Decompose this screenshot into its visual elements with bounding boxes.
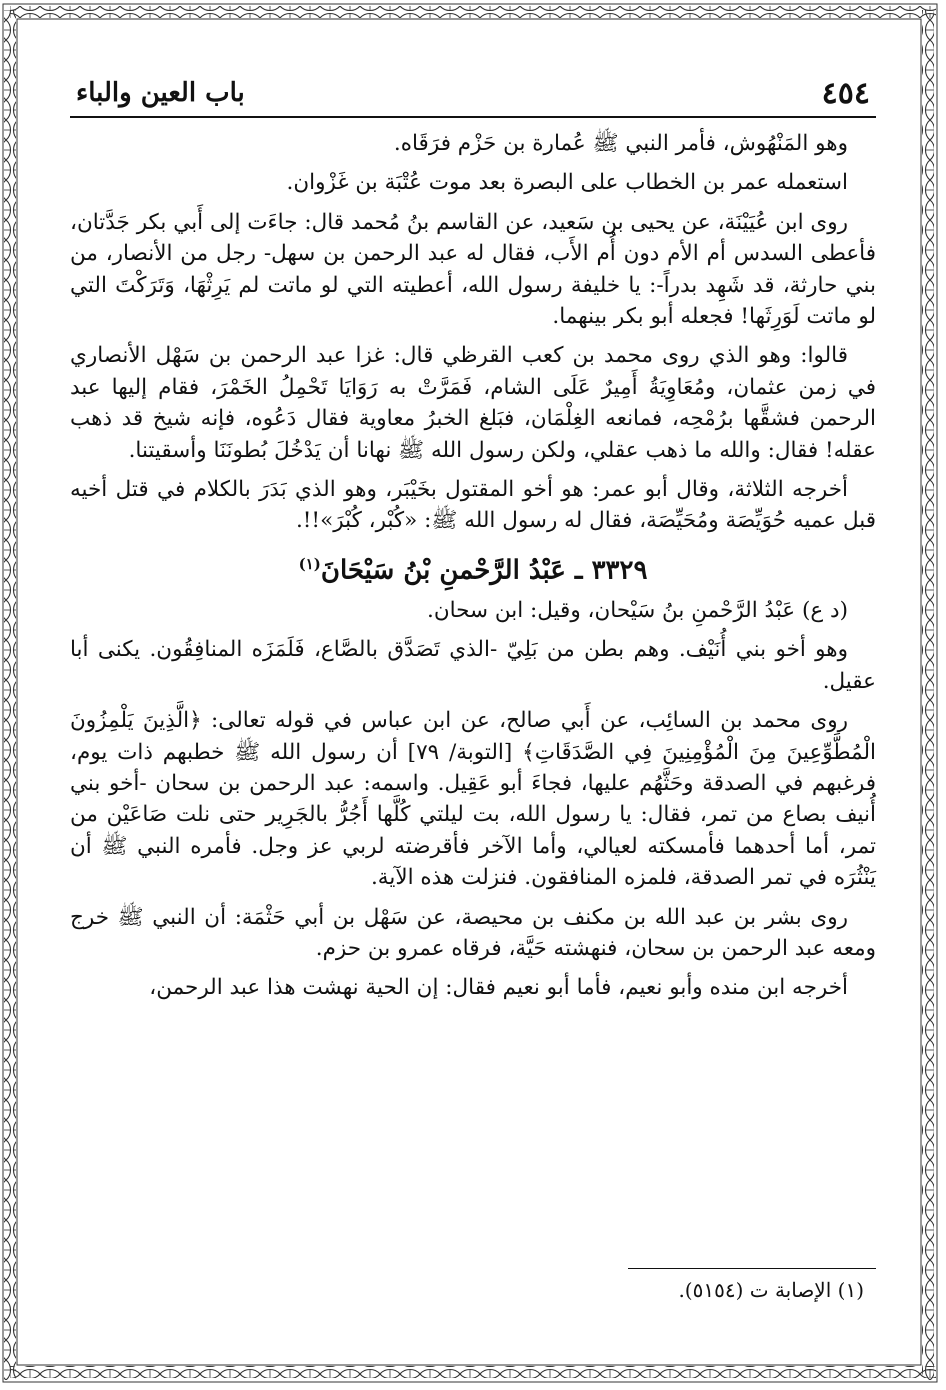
paragraph: قالوا: وهو الذي روى محمد بن كعب القرظي قال: غزا عبد الرحمن بن سَهْل الأنصاري في زمن عثمان، ومُعَاوِيَةُ أَمِيرٌ عَلَى الشام، فَمَرَّتْ به رَوَايَا تَحْمِلُ الخَمْرَ، فقام إليها عبد الرحمن فشقَّها برُمْحِه، فمانعه الغِلْمَان، فبَلغ الخبرُ معاوية فقال دَعُوه، فإنه شيخ قد ذهب عقله! فقال: والله ما ذهب عقلي، ولكن رسول الله ﷺ نهانا أن يَدْخُلَ بُطونَنَا وأسقيتنا. (70, 343, 876, 463)
paragraph: روى ابن عُيَيْنَة، عن يحيى بن سَعيد، عن القاسم بنُ مُحمد قال: جاءَت إلى أَبي بكر جَدَّتان، فأعطى السدس أم الأم دون أُم الأَب، فقال له عبد الرحمن بن سهل- رجل من الأنصار، من بني حارثة، قد شَهِد بدراً-: يا خليفة رسول الله، أعطيته التي لو ماتت لم يَرِثْهَا، وَتَرَكْتَ التي لو ماتت لَوَرِثَها! فجعله أبو بكر بينهما. (70, 209, 876, 330)
paragraph: استعمله عمر بن الخطاب على البصرة بعد موت عُتْبَة بن غَزْوان. (286, 170, 848, 196)
main-text (70, 128, 876, 1012)
footnote: (١) الإصابة ت (٥١٥٤). (678, 1278, 864, 1302)
page-number: ٤٥٤ (821, 76, 870, 111)
page-header (70, 70, 876, 114)
footnote-marker: (١) (298, 554, 321, 573)
paragraph: روى بشر بن عبد الله بن مكنف بن محيصة، عن سَهْل بن أبي حَثْمَة: أن النبي ﷺ خرج ومعه عبد الرحمن بن سحان، فنهشته حَيَّة، فرقاه عمرو بن حزم. (70, 904, 876, 961)
paragraph: أخرجه الثلاثة، وقال أبو عمر: هو أخو المقتول بخَيْبَر، وهو الذي بَدَرَ بالكلام في قتل أخيه قبل عميه حُوَيِّصَة ومُحَيِّصَة، فقال له رسول الله ﷺ: «كُبْر، كُبْرَ»!!. (70, 477, 876, 534)
paragraph: (د ع) عَبْدُ الرَّحْمنِ بنُ سَيْحان، وقيل: ابن سحان. (426, 597, 848, 623)
header-rule (70, 116, 876, 118)
paragraph: روى محمد بن السائِب، عن أَبي صالح، عن ابن عباس في قوله تعالى: ﴿الَّذِينَ يَلْمِزُونَ الْمُطَّوِّعِينَ مِنَ الْمُؤْمِنِينَ فِي الصَّدَقَاتِ﴾ [التوبة/ ٧٩] أن رسول الله ﷺ خطبهم ذات يوم، فرغبهم في الصدقة وحَثَّهُم عليها، فجاءَ أبو عَقِيل. واسمه: عبد الرحمن بن سحان -أخو بني أُنيف بصاع من تمر، فقال: يا رسول الله، بت ليلتي كُلَّها أَجُرُّ بالجَرِير حتى نلت صَاعَيْن من تمر، أما أحدهما فأمسكته لعيالي، وأما الآخر فأقرضته لربي عز وجل. فأمره النبي ﷺ أن يَنْثُرَه في تمر الصدقة، فلمزه المنافقون. فنزلت هذه الآية. (70, 708, 876, 891)
paragraph: وهو أخو بني أُنَيْف. وهم بطن من بَلِيّ -الذي تَصَدَّق بالصَّاع، فَلَمَزَه المنافِقُون. يكنى أبا عقيل. (70, 637, 876, 694)
entry-title (70, 549, 876, 587)
paragraph: أخرجه ابن منده وأبو نعيم، فأما أبو نعيم فقال: إن الحية نهشت هذا عبد الرحمن، (149, 975, 848, 1001)
footnote-rule (628, 1268, 876, 1269)
entry-title-text: ٣٣٢٩ ـ عَبْدُ الرَّحْمنِ بْنُ سَيْحَانَ (320, 555, 648, 586)
section-title: باب العين والباء (76, 78, 245, 108)
paragraph: وهو المَنْهُوش، فأمر النبي ﷺ عُمارة بن حَزْم فرَقَاه. (393, 131, 848, 156)
